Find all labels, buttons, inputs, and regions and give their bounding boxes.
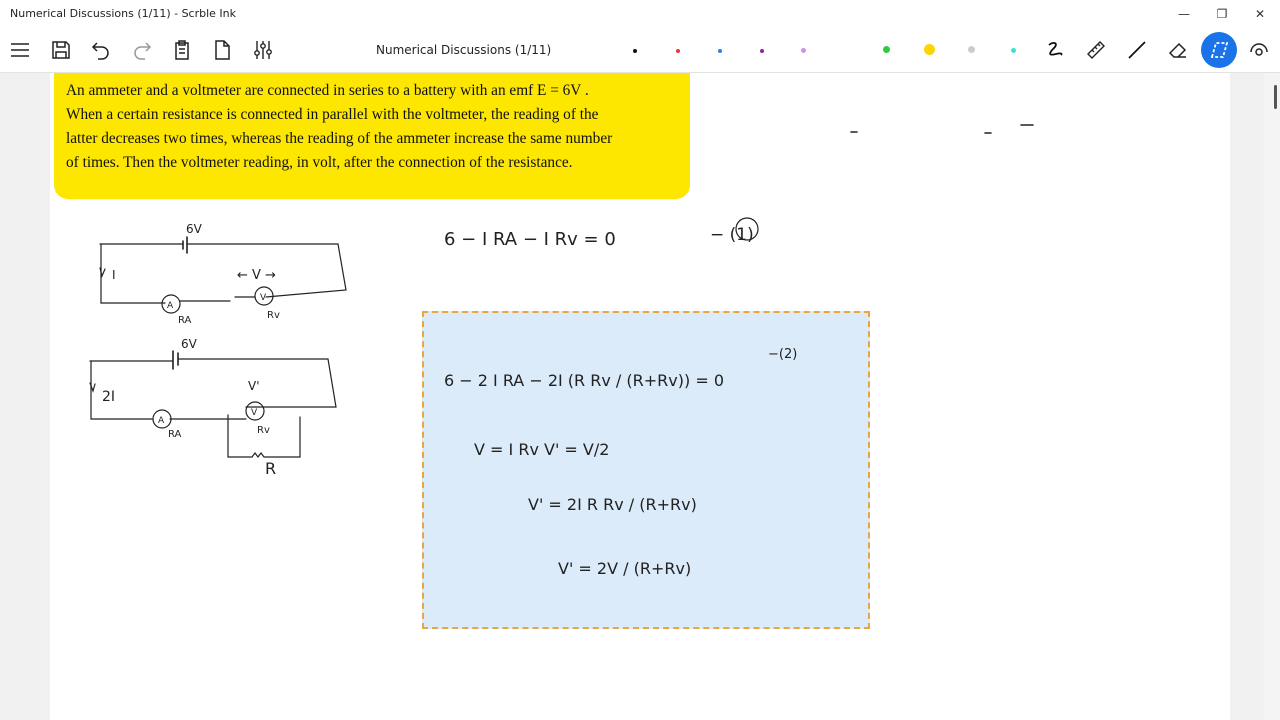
sliders-icon xyxy=(252,39,274,61)
question-line-2: When a certain resistance is connected in parallel with the voltmeter, the reading of the xyxy=(66,106,599,123)
circuit2-voltmeter: V xyxy=(251,408,258,418)
line-tool-button[interactable] xyxy=(1121,34,1153,66)
circuit2-resistor: R xyxy=(265,459,277,478)
paste-button[interactable] xyxy=(166,34,198,66)
new-page-button[interactable] xyxy=(206,34,238,66)
scrollbar-thumb[interactable] xyxy=(1274,85,1277,109)
document-title: Numerical Discussions (1/11) xyxy=(376,43,552,57)
menu-button[interactable] xyxy=(4,34,36,66)
circuit-diagram-1 xyxy=(100,222,346,326)
ruler-button[interactable] xyxy=(1080,34,1112,66)
circuit1-voltage: ← V → xyxy=(237,268,276,283)
minimize-button[interactable]: — xyxy=(1178,6,1190,21)
pen-color-red[interactable] xyxy=(676,49,680,53)
highlighter-cyan[interactable] xyxy=(1011,48,1016,53)
pen-tool-button[interactable] xyxy=(1039,34,1071,66)
question-line-3: latter decreases two times, whereas the reading of the ammeter increase the same number xyxy=(66,130,613,147)
toolbar xyxy=(0,27,1280,73)
vertical-scrollbar[interactable] xyxy=(1264,73,1280,720)
circuit1-current: I xyxy=(112,268,116,282)
lasso-select-button[interactable] xyxy=(1201,32,1237,68)
eraser-icon xyxy=(1167,39,1189,61)
circuit2-ammeter: A xyxy=(158,416,165,426)
circuit2-rv: Rv xyxy=(257,425,270,436)
settings-button[interactable] xyxy=(247,34,279,66)
circuit1-rv: Rv xyxy=(267,310,280,321)
equation-2: 6 − 2 I RA − 2I (R Rv / (R+Rv)) = 0 xyxy=(444,371,724,390)
redo-button[interactable] xyxy=(126,34,158,66)
pen-color-black[interactable] xyxy=(633,49,637,53)
equation-4: V' = 2I R Rv / (R+Rv) xyxy=(528,495,697,514)
save-icon xyxy=(50,39,72,61)
window-title: Numerical Discussions (1/11) - Scrble Ink xyxy=(10,7,237,20)
clipboard-icon xyxy=(171,39,193,61)
equation-1-tag: − (1) xyxy=(710,225,754,245)
circuit1-voltmeter: V xyxy=(260,293,267,303)
view-icon xyxy=(1248,39,1270,61)
title-bar xyxy=(0,0,1280,27)
eraser-button[interactable] xyxy=(1162,34,1194,66)
highlighter-gray[interactable] xyxy=(968,46,975,53)
page-icon xyxy=(211,39,233,61)
redo-icon xyxy=(131,39,153,61)
canvas-workspace[interactable] xyxy=(0,73,1280,720)
view-button[interactable] xyxy=(1243,34,1275,66)
circuit1-ra: RA xyxy=(178,315,192,326)
circuit1-emf: 6V xyxy=(186,222,202,236)
pen-color-purple[interactable] xyxy=(760,49,764,53)
pen-color-blue[interactable] xyxy=(718,49,722,53)
restore-button[interactable]: ❐ xyxy=(1216,6,1228,21)
equation-3: V = I Rv V' = V/2 xyxy=(474,440,610,459)
equation-2-tag: −(2) xyxy=(768,347,798,362)
circuit2-current: 2I xyxy=(102,389,116,405)
menu-icon xyxy=(9,39,31,61)
lasso-select-icon xyxy=(1208,39,1230,61)
circuit2-voltage: V' xyxy=(248,379,260,393)
question-line-4: of times. Then the voltmeter reading, in volt, after the connection of the resistance. xyxy=(66,154,573,171)
ink-annotations xyxy=(0,73,1280,720)
close-button[interactable]: ✕ xyxy=(1254,6,1266,21)
equation-5: V' = 2V / (R+Rv) xyxy=(558,559,692,578)
pen-color-lilac[interactable] xyxy=(801,48,806,53)
line-tool-icon xyxy=(1126,39,1148,61)
circuit-diagram-2 xyxy=(90,337,336,478)
circuit2-emf: 6V xyxy=(181,337,197,351)
undo-icon xyxy=(90,39,112,61)
highlighter-green[interactable] xyxy=(883,46,890,53)
undo-button[interactable] xyxy=(85,34,117,66)
circuit2-ra: RA xyxy=(168,429,182,440)
question-line-1: An ammeter and a voltmeter are connected in series to a battery with an emf E = 6V . xyxy=(66,82,589,99)
save-button[interactable] xyxy=(45,34,77,66)
ruler-icon xyxy=(1085,39,1107,61)
pen-squiggle-icon xyxy=(1044,39,1066,61)
highlighter-yellow[interactable] xyxy=(924,44,935,55)
circuit1-ammeter: A xyxy=(167,301,174,311)
equation-1: 6 − I RA − I Rv = 0 xyxy=(444,229,616,250)
